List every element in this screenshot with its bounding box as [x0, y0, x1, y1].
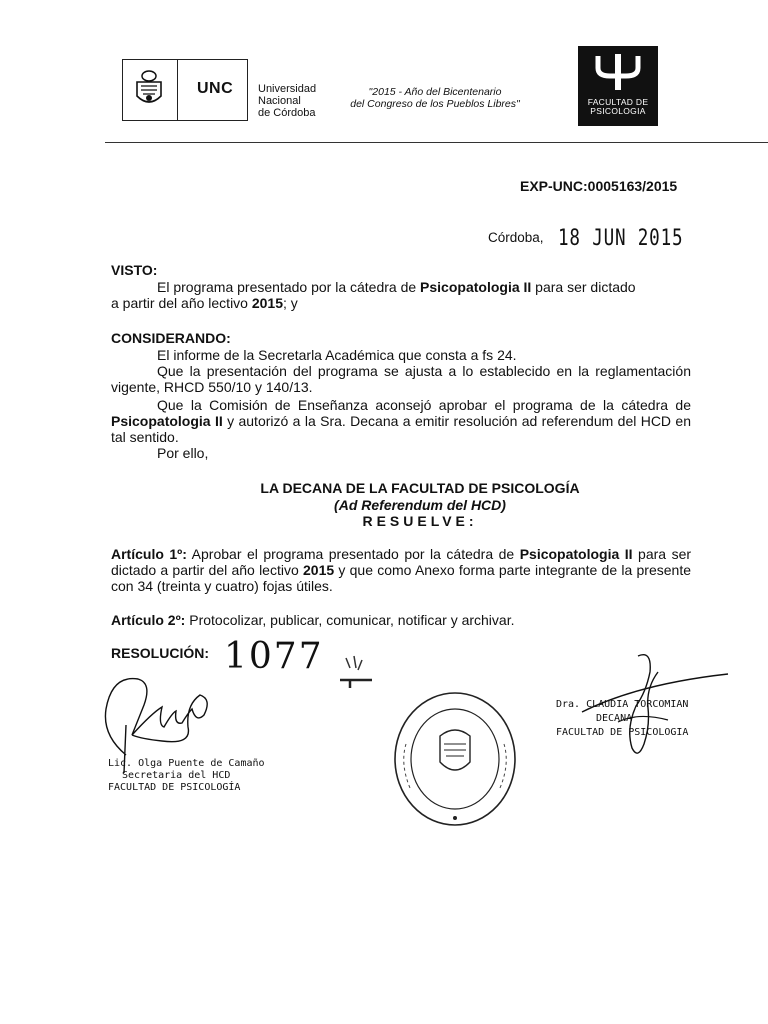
articulo-1: [111, 546, 691, 594]
bicentenario-motto: [330, 86, 540, 110]
considerando-catedra: Psicopatologia II: [111, 413, 223, 429]
considerando-text: Que la Comisión de Enseñanza aconsejó aprobar el programa de la cátedra de: [157, 397, 691, 413]
considerando-heading: CONSIDERANDO:: [111, 330, 231, 346]
articulo-text: Protocolizar, publicar, comunicar, notificar y archivar.: [185, 612, 515, 628]
visto-text: a partir del año lectivo: [111, 295, 252, 311]
visto-text: ; y: [283, 295, 298, 311]
unc-abbrev: UNC: [197, 80, 234, 97]
faculty-logo-text: [578, 98, 658, 116]
articulo-text: para ser dictado a partir del año lectivo: [111, 546, 692, 578]
visto-text: para ser dictado: [531, 279, 636, 295]
signatory-name: Dra. CLAUDIA TORCOMIAN: [556, 699, 689, 710]
considerando-text: y autorizó a la Sra. Decana a emitir resolución ad referendum del HCD en tal sentido.: [111, 413, 691, 445]
header-divider: [105, 142, 768, 143]
date-stamp: 18 JUN 2015: [558, 226, 684, 251]
university-seal-icon: [380, 684, 530, 834]
faculty-logo-line: PSICOLOGIA: [590, 106, 646, 116]
visto-year: 2015: [251, 295, 284, 311]
resuelve-heading: RESUELVE:: [362, 513, 478, 529]
por-ello: Por ello,: [157, 445, 209, 461]
visto-text: El programa presentado por la cátedra de: [157, 279, 421, 295]
resolucion-label: RESOLUCIÓN:: [111, 645, 209, 661]
unc-logo-separator: [177, 60, 178, 120]
considerando-paragraph-1: El informe de la Secretarla Académica que consta a fs 24.: [157, 347, 517, 363]
stamp-mark-icon: [336, 654, 376, 690]
date-label: Córdoba,: [488, 230, 544, 245]
psi-symbol-icon: [592, 52, 644, 92]
visto-heading: VISTO:: [111, 262, 158, 278]
considerando-paragraph-2: Que la presentación del programa se ajusta a lo establecido en la reglamentación vigente, RHCD 550/10 y 140/13.: [111, 363, 691, 395]
signatory-faculty: FACULTAD DE PSICOLOGIA: [556, 727, 689, 738]
visto-catedra: Psicopatologia II: [420, 279, 532, 295]
articulo-1-label: Artículo 1º:: [111, 546, 187, 562]
signatory-faculty: FACULTAD DE PSICOLOGÍA: [108, 782, 241, 793]
signatory-name: Lic. Olga Puente de Camaño: [108, 758, 265, 769]
signature-right-block: [556, 698, 688, 740]
signatory-role: Secretaria del HCD: [122, 770, 231, 781]
faculty-logo-line: FACULTAD DE: [587, 97, 649, 107]
signature-left-block: [108, 758, 265, 794]
visto-paragraph: [111, 279, 691, 311]
articulo-text: y que como Anexo forma parte integrante de la presente con 34 (treinta y cuatro) fojas útiles.: [111, 562, 691, 594]
articulo-year: 2015: [303, 562, 335, 578]
decision-title: LA DECANA DE LA FACULTAD DE PSICOLOGÍA: [260, 480, 580, 496]
signatory-role: DECANA: [596, 713, 633, 724]
articulo-catedra: Psicopatologia II: [519, 546, 633, 562]
resolucion-number: 1077: [224, 636, 324, 677]
articulo-2-label: Artículo 2º:: [111, 612, 186, 628]
motto-line: del Congreso de los Pueblos Libres": [350, 98, 520, 110]
expediente-number: EXP-UNC:0005163/2015: [520, 178, 678, 194]
unc-logo: [122, 59, 248, 121]
articulo-text: Aprobar el programa presentado por la cátedra de: [186, 546, 520, 562]
motto-line: "2015 - Año del Bicentenario: [368, 86, 502, 98]
faculty-logo: [578, 46, 658, 126]
articulo-2: [111, 612, 691, 628]
considerando-paragraph-3: [111, 397, 691, 445]
university-line: Nacional: [258, 95, 301, 107]
university-line: Universidad: [258, 83, 317, 95]
university-line: de Córdoba: [258, 107, 316, 119]
unc-crest-icon: [133, 68, 165, 108]
university-name: [258, 83, 316, 119]
decision-subtitle: (Ad Referendum del HCD): [334, 497, 506, 513]
